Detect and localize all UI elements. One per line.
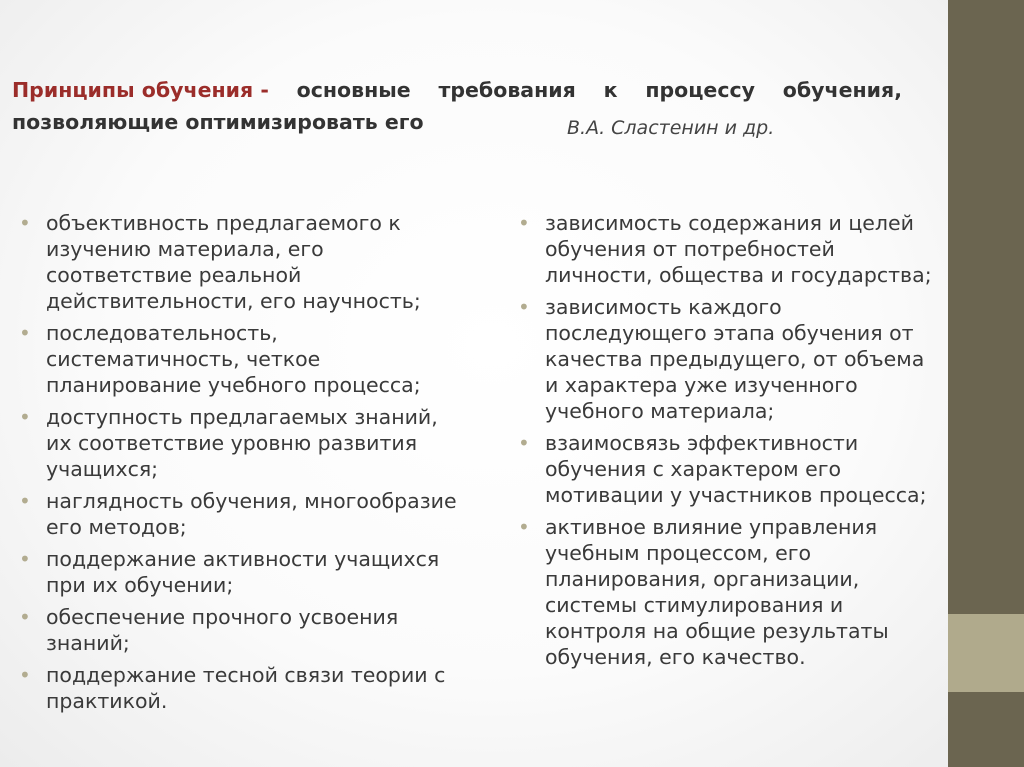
title-word: требования: [438, 78, 576, 102]
bullet-icon: •: [518, 211, 530, 235]
title-word: основные: [296, 78, 411, 102]
list-item-text: зависимость каждого последующего этапа обучения от качества предыдущего, от объема и характера уже изученного учебного материала;: [545, 295, 925, 423]
list-item-text: зависимость содержания и целей обучения от потребностей личности, общества и государства;: [545, 211, 932, 287]
bullet-icon: •: [518, 295, 530, 319]
bullet-icon: •: [518, 431, 530, 455]
bullet-icon: •: [19, 547, 31, 571]
list-item: [18, 488, 458, 540]
list-item-text: поддержание активности учащихся при их обучении;: [46, 547, 440, 597]
list-item-text: активное влияние управления учебным процессом, его планирования, организации, системы стимулирования и контроля на общие результаты обучения, его качество.: [545, 515, 889, 669]
list-item: [18, 404, 458, 482]
list-item: [18, 320, 458, 398]
title-line-2: позволяющие оптимизировать его: [12, 110, 424, 134]
list-item: [517, 294, 942, 424]
title-word: процессу: [645, 78, 755, 102]
title-line-1: [12, 74, 902, 106]
list-item-text: доступность предлагаемых знаний, их соответствие уровню развития учащихся;: [46, 405, 438, 481]
list-item: [18, 546, 458, 598]
author-attribution: В.А. Сластенин и др.: [567, 117, 775, 139]
list-item-text: взаимосвязь эффективности обучения с характером его мотивации у участников процесса;: [545, 431, 927, 507]
list-item: [18, 662, 458, 714]
decorative-sidebar-band: [948, 614, 1024, 692]
principles-list-right: [517, 210, 942, 676]
bullet-icon: •: [19, 405, 31, 429]
list-item-text: обеспечение прочного усвоения знаний;: [46, 605, 399, 655]
title-word: обучения,: [782, 78, 902, 102]
list-item: [18, 210, 458, 314]
title-term: Принципы обучения -: [12, 78, 269, 102]
bullet-icon: •: [19, 211, 31, 235]
title-word: к: [603, 78, 618, 102]
bullet-icon: •: [19, 605, 31, 629]
list-item: [517, 514, 942, 670]
bullet-icon: •: [19, 321, 31, 345]
list-item-text: объективность предлагаемого к изучению материала, его соответствие реальной действительности, его научность;: [46, 211, 421, 313]
list-item: [18, 604, 458, 656]
list-item-text: наглядность обучения, многообразие его методов;: [46, 489, 457, 539]
list-item: [517, 430, 942, 508]
bullet-icon: •: [19, 663, 31, 687]
list-item: [517, 210, 942, 288]
list-item-text: поддержание тесной связи теории с практикой.: [46, 663, 446, 713]
principles-list-left: [18, 210, 458, 720]
list-item-text: последовательность, систематичность, четкое планирование учебного процесса;: [46, 321, 421, 397]
bullet-icon: •: [518, 515, 530, 539]
bullet-icon: •: [19, 489, 31, 513]
